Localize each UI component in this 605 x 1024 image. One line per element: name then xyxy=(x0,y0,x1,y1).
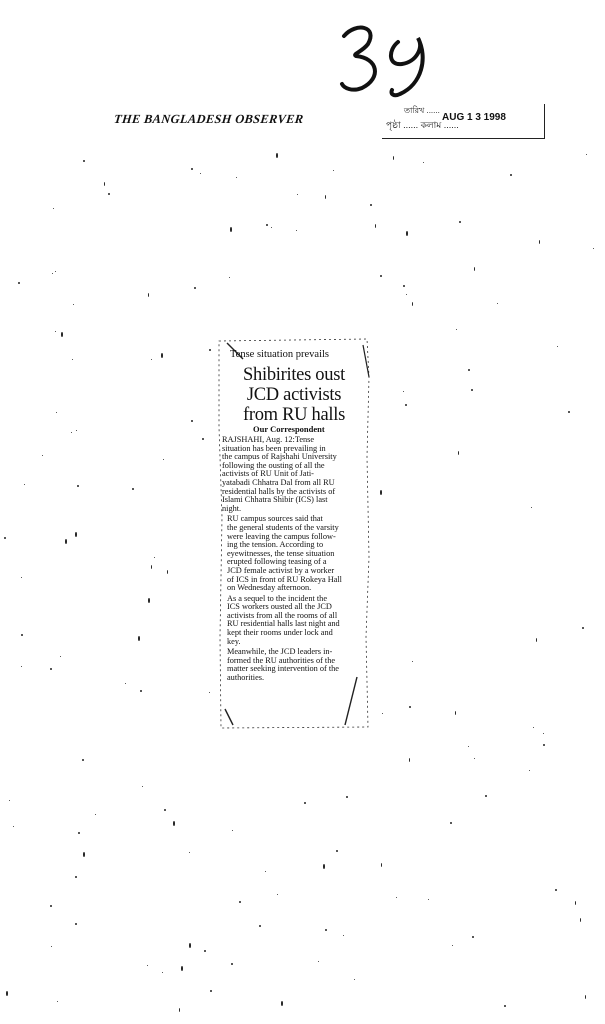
scan-speck xyxy=(580,918,581,922)
scan-speck xyxy=(586,154,587,155)
scan-speck xyxy=(271,227,272,228)
article-line: the general students of the varsity xyxy=(227,522,339,532)
scan-speck xyxy=(189,943,191,948)
scan-speck xyxy=(568,411,570,413)
article-line: of ICS in front of RU Rokeya Hall xyxy=(227,574,342,584)
article-line: As a sequel to the incident the xyxy=(227,593,327,603)
scan-speck xyxy=(539,240,540,244)
scan-speck xyxy=(405,404,407,406)
article-line: situation has been prevailing in xyxy=(222,443,326,453)
scan-speck xyxy=(325,929,327,931)
scan-speck xyxy=(50,905,52,907)
scan-speck xyxy=(53,208,54,209)
scan-speck xyxy=(281,1001,283,1006)
scan-speck xyxy=(474,758,475,759)
scan-speck xyxy=(555,889,557,891)
scan-speck xyxy=(18,282,20,284)
article-line: the campus of Rajshahi University xyxy=(222,452,337,462)
scan-speck xyxy=(55,331,56,332)
scan-speck xyxy=(265,871,266,872)
scan-speck xyxy=(138,636,140,641)
scan-speck xyxy=(78,832,80,834)
scan-speck xyxy=(381,863,382,867)
scan-speck xyxy=(151,359,152,360)
article-line: on Wednesday afternoon. xyxy=(227,583,312,593)
scan-speck xyxy=(333,170,334,171)
scan-speck xyxy=(162,972,163,973)
scan-speck xyxy=(209,692,210,693)
scan-speck xyxy=(459,221,461,223)
article-byline: Our Correspondent xyxy=(253,424,325,434)
scan-speck xyxy=(75,923,77,925)
scan-speck xyxy=(543,744,545,746)
scan-speck xyxy=(396,897,397,898)
article-line: residential halls by the activists of xyxy=(222,486,336,496)
scan-speck xyxy=(42,455,43,456)
scan-speck xyxy=(21,577,22,578)
scan-speck xyxy=(147,965,148,966)
scan-speck xyxy=(382,713,383,714)
archive-stamp xyxy=(382,104,545,139)
article-line: formed the RU authorities of the xyxy=(227,655,336,665)
scan-speck xyxy=(9,800,10,801)
scan-speck xyxy=(543,733,544,734)
article-line: ICS workers ousted all the JCD xyxy=(227,602,332,612)
scan-speck xyxy=(529,770,530,771)
scan-speck xyxy=(346,796,348,798)
scan-speck xyxy=(82,759,84,761)
scan-speck xyxy=(575,901,576,905)
article-line: Islami Chhatra Shibir (ICS) last xyxy=(222,495,328,505)
scan-speck xyxy=(57,1001,58,1002)
scan-speck xyxy=(531,507,532,508)
article-line: JCD female activist by a worker xyxy=(227,565,335,575)
scan-speck xyxy=(266,224,268,226)
scan-speck xyxy=(204,950,206,952)
scan-speck xyxy=(154,557,155,558)
scan-speck xyxy=(472,936,474,938)
article-line: matter seeking intervention of the xyxy=(227,664,339,674)
headline-line: JCD activists xyxy=(246,385,342,405)
scan-speck xyxy=(132,488,134,490)
scan-speck xyxy=(108,193,110,195)
scan-speck xyxy=(202,438,204,440)
stamp-date: AUG 1 3 1998 xyxy=(442,112,506,123)
article-paragraph xyxy=(222,515,368,592)
scan-speck xyxy=(191,420,193,422)
scan-speck xyxy=(148,598,150,603)
scan-speck xyxy=(51,946,52,947)
scan-speck xyxy=(456,329,457,330)
scan-speck xyxy=(485,795,487,797)
scan-speck xyxy=(76,430,77,431)
scan-speck xyxy=(380,275,382,277)
scan-speck xyxy=(259,925,261,927)
article-line: yatabadi Chhatra Dal from all RU xyxy=(222,477,335,487)
scan-speck xyxy=(229,277,230,278)
scan-speck xyxy=(585,995,586,999)
scan-speck xyxy=(230,227,232,232)
scan-speck xyxy=(75,532,77,537)
scan-speck xyxy=(236,177,237,178)
scan-speck xyxy=(423,162,424,163)
scan-speck xyxy=(277,894,278,895)
scan-speck xyxy=(210,990,212,992)
scan-speck xyxy=(403,391,404,392)
scan-speck xyxy=(61,332,63,337)
scan-speck xyxy=(582,627,584,629)
scan-speck xyxy=(209,349,211,351)
scan-speck xyxy=(468,369,470,371)
scan-speck xyxy=(232,830,233,831)
scan-speck xyxy=(72,359,73,360)
scan-speck xyxy=(50,668,52,670)
scan-speck xyxy=(450,822,452,824)
scan-speck xyxy=(323,864,325,869)
article-line: RU campus sources said that xyxy=(227,514,323,524)
scan-speck xyxy=(510,174,512,176)
article-body xyxy=(222,436,368,685)
scan-speck xyxy=(189,852,190,853)
scan-speck xyxy=(200,173,201,174)
scan-speck xyxy=(75,876,77,878)
stamp-date-label: তারিখ ...... xyxy=(404,106,440,115)
scan-speck xyxy=(52,273,53,274)
scan-speck xyxy=(142,786,143,787)
scan-speck xyxy=(194,287,196,289)
scan-speck xyxy=(4,537,6,539)
scan-speck xyxy=(140,690,142,692)
article-line: Meanwhile, the JCD leaders in- xyxy=(227,647,333,657)
scan-speck xyxy=(412,661,413,662)
scan-speck xyxy=(65,539,67,544)
article-line: eyewitnesses, the tense situation xyxy=(227,548,335,558)
scan-speck xyxy=(375,224,376,228)
scan-speck xyxy=(412,302,413,306)
scan-speck xyxy=(13,826,14,827)
article-headline xyxy=(221,365,367,425)
scan-speck xyxy=(393,156,394,160)
article-line: RU residential halls last night and xyxy=(227,619,340,629)
article-line: RAJSHAHI, Aug. 12:Tense xyxy=(222,435,315,444)
scan-speck xyxy=(181,966,183,971)
scan-speck xyxy=(370,204,372,206)
scan-speck xyxy=(455,711,456,715)
scan-speck xyxy=(161,353,163,358)
article-line: kept their rooms under lock and xyxy=(227,628,333,638)
scan-speck xyxy=(406,294,407,295)
scan-speck xyxy=(191,168,193,170)
scan-speck xyxy=(533,727,534,728)
article-line: activists from all the rooms of all xyxy=(227,610,338,620)
scan-speck xyxy=(296,230,297,231)
article-line: erupted following teasing of a xyxy=(227,557,327,567)
scan-speck xyxy=(593,248,594,249)
article-line: activists of RU Unit of Jati- xyxy=(222,469,314,479)
scan-speck xyxy=(403,285,405,287)
headline-line: from RU halls xyxy=(243,405,345,425)
scan-speck xyxy=(167,570,168,574)
scan-speck xyxy=(71,432,72,433)
scan-speck xyxy=(6,991,8,996)
stamp-page-column-label: পৃষ্ঠা ...... কলাম ...... xyxy=(386,120,459,130)
scan-speck xyxy=(163,459,164,460)
article-line: following the ousting of all the xyxy=(222,460,325,470)
article-line: authorities. xyxy=(227,673,265,683)
article-line: key. xyxy=(227,636,241,646)
article-paragraph xyxy=(222,595,368,647)
scan-speck xyxy=(21,634,23,636)
scan-speck xyxy=(504,1005,506,1007)
article-line: were leaving the campus follow- xyxy=(227,531,336,541)
scan-speck xyxy=(231,963,233,965)
headline-line: Shibirites oust xyxy=(243,365,345,385)
scan-speck xyxy=(304,802,306,804)
scan-speck xyxy=(354,979,355,980)
scan-speck xyxy=(125,683,126,684)
scan-speck xyxy=(24,484,25,485)
scan-speck xyxy=(536,638,537,642)
scan-speck xyxy=(428,899,429,900)
article-line: night. xyxy=(222,503,242,513)
scan-speck xyxy=(458,451,459,455)
scan-speck xyxy=(77,485,79,487)
scan-speck xyxy=(56,412,57,413)
scan-speck xyxy=(474,267,475,271)
article-paragraph xyxy=(222,436,368,513)
scan-speck xyxy=(557,346,558,347)
scan-speck xyxy=(151,565,152,569)
scan-speck xyxy=(343,935,344,936)
scan-speck xyxy=(380,490,382,495)
scan-speck xyxy=(179,1008,180,1012)
scan-speck xyxy=(297,194,298,195)
article-line: ing the tension. According to xyxy=(227,540,324,550)
scan-speck xyxy=(409,706,411,708)
scan-speck xyxy=(83,852,85,857)
scan-speck xyxy=(406,231,408,236)
article-kicker: Tense situation prevails xyxy=(230,349,329,360)
scan-speck xyxy=(164,809,166,811)
scan-speck xyxy=(409,758,410,762)
scan-speck xyxy=(452,945,453,946)
article-paragraph xyxy=(222,648,368,682)
scan-speck xyxy=(318,961,319,962)
scan-speck xyxy=(60,656,61,657)
scan-speck xyxy=(55,271,56,272)
scan-speck xyxy=(471,389,473,391)
scan-speck xyxy=(239,901,241,903)
scan-speck xyxy=(325,195,326,199)
handwritten-number xyxy=(338,18,438,98)
newspaper-masthead: THE BANGLADESH OBSERVER xyxy=(113,112,305,126)
scan-speck xyxy=(173,821,175,826)
scan-speck xyxy=(276,153,278,158)
scan-speck xyxy=(95,814,96,815)
scan-speck xyxy=(83,160,85,162)
scan-speck xyxy=(468,746,469,747)
scan-speck xyxy=(148,293,149,297)
newspaper-clipping xyxy=(217,337,371,729)
scan-speck xyxy=(336,850,338,852)
scan-speck xyxy=(21,666,22,667)
scan-speck xyxy=(73,304,74,305)
scan-speck xyxy=(497,303,498,304)
scan-speck xyxy=(104,182,105,186)
